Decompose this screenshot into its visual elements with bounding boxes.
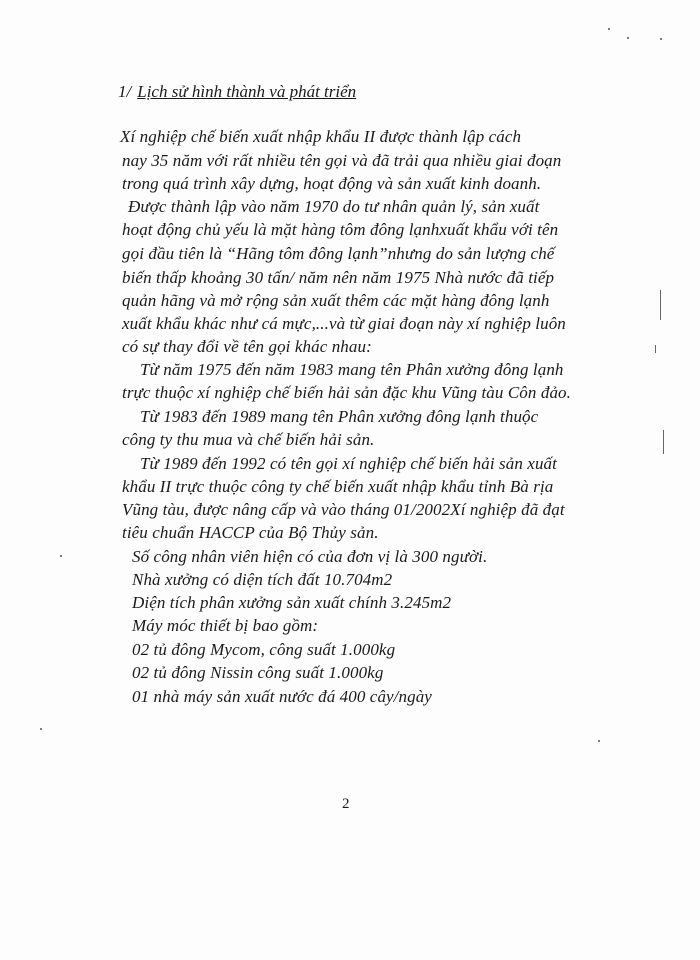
body-line: 01 nhà máy sản xuất nước đá 400 cây/ngày [132,687,432,706]
body-line: biến thấp khoảng 30 tấn/ năm nên năm 1975 Nhà nước đã tiếp [122,268,555,287]
body-line: Số công nhân viên hiện có của đơn vị là 300 người. [132,547,488,566]
body-line: tiêu chuẩn HACCP của Bộ Thủy sản. [122,523,379,542]
body-line: quản hãng và mở rộng sản xuất thêm các mặt hàng đông lạnh [122,291,550,310]
body-line: khẩu II trực thuộc công ty chế biến xuất nhập khẩu tỉnh Bà rịa [122,477,554,496]
body-line: Được thành lập vào năm 1970 do tư nhân quản lý, sản xuất [128,197,540,216]
body-line: công ty thu mua và chế biến hải sản. [122,430,375,449]
section-heading [118,82,356,102]
scan-mark [660,290,661,320]
scan-mark [655,345,656,353]
scan-speck [627,37,629,39]
body-line: Nhà xưởng có diện tích đất 10.704m2 [132,570,393,589]
section-title: Lịch sử hình thành và phát triển [137,82,357,101]
body-line: trong quá trình xây dựng, hoạt động và sản xuất kinh doanh. [122,174,542,193]
scan-speck [40,728,42,730]
body-line: gọi đầu tiên là “Hãng tôm đông lạnh”nhưng do sản lượng chế [122,244,555,263]
body-line: hoạt động chủ yếu là mặt hàng tôm đông lạnhxuất khẩu với tên [122,220,559,239]
body-line: 02 tủ đông Nissin công suất 1.000kg [132,663,384,682]
body-line: nay 35 năm với rất nhiều tên gọi và đã trải qua nhiều giai đoạn [122,151,562,170]
body-line: Diện tích phân xưởng sản xuất chính 3.245m2 [132,593,452,612]
section-number: 1/ [118,82,132,101]
scan-mark [663,430,664,454]
body-line: trực thuộc xí nghiệp chế biến hải sản đặc khu Vũng tàu Côn đảo. [122,383,571,402]
scan-speck [598,740,600,742]
scan-speck [660,38,662,40]
body-line: có sự thay đổi về tên gọi khác nhau: [122,337,372,356]
body-line: Máy móc thiết bị bao gồm: [132,616,319,635]
body-line: Từ năm 1975 đến năm 1983 mang tên Phân xưởng đông lạnh [140,360,564,379]
body-line: 02 tủ đông Mycom, công suất 1.000kg [132,640,396,659]
scan-speck [60,555,62,557]
scan-speck [608,28,610,30]
page-number: 2 [342,796,350,812]
body-line: Vũng tàu, được nâng cấp và vào tháng 01/2002Xí nghiệp đã đạt [122,500,565,519]
body-line: Từ 1989 đến 1992 có tên gọi xí nghiệp chế biến hải sản xuất [140,454,557,473]
body-line: Xí nghiệp chế biến xuất nhập khẩu II được thành lập cách [120,127,522,146]
body-line: xuất khẩu khác như cá mực,...và từ giai đoạn này xí nghiệp luôn [122,314,566,333]
body-line: Từ 1983 đến 1989 mang tên Phân xưởng đông lạnh thuộc [140,407,539,426]
